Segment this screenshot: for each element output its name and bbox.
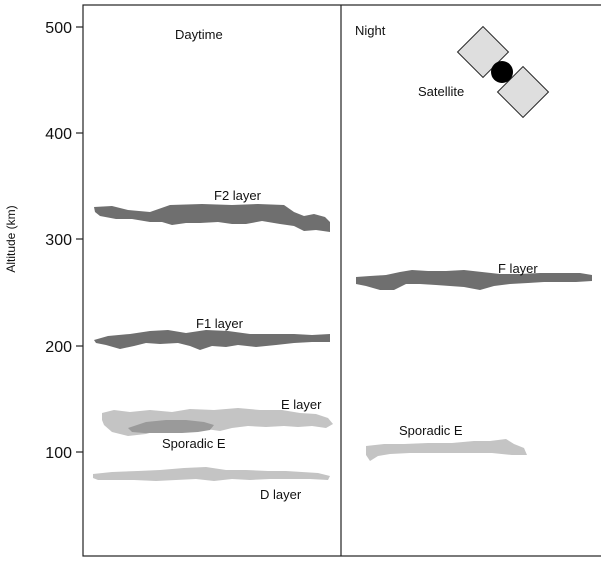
tick-label-200: 200 [45, 339, 72, 356]
f1-layer-shape [94, 330, 330, 350]
sporadic-e-day-label: Sporadic E [162, 436, 226, 451]
tick-label-500: 500 [45, 20, 72, 37]
y-axis [4, 20, 83, 462]
night-label: Night [355, 23, 386, 38]
satellite-body [491, 61, 513, 83]
tick-label-400: 400 [45, 126, 72, 143]
d-layer-shape [93, 467, 330, 481]
sporadic-e-night-shape [366, 439, 527, 461]
f2-layer-shape [94, 204, 330, 232]
f-layer-night-label: F layer [498, 261, 538, 276]
daytime-label: Daytime [175, 27, 223, 42]
y-axis-title: Altitude (km) [4, 205, 18, 273]
f1-layer-label: F1 layer [196, 316, 243, 331]
e-layer-label: E layer [281, 397, 322, 412]
satellite-label: Satellite [418, 84, 465, 99]
tick-label-100: 100 [45, 445, 72, 462]
f2-layer-label: F2 layer [214, 188, 261, 203]
sporadic-e-night-label: Sporadic E [399, 423, 463, 438]
d-layer-label: D layer [260, 487, 302, 502]
f-layer-night-shape [356, 270, 592, 290]
satellite-icon [458, 27, 549, 118]
tick-label-300: 300 [45, 232, 72, 249]
